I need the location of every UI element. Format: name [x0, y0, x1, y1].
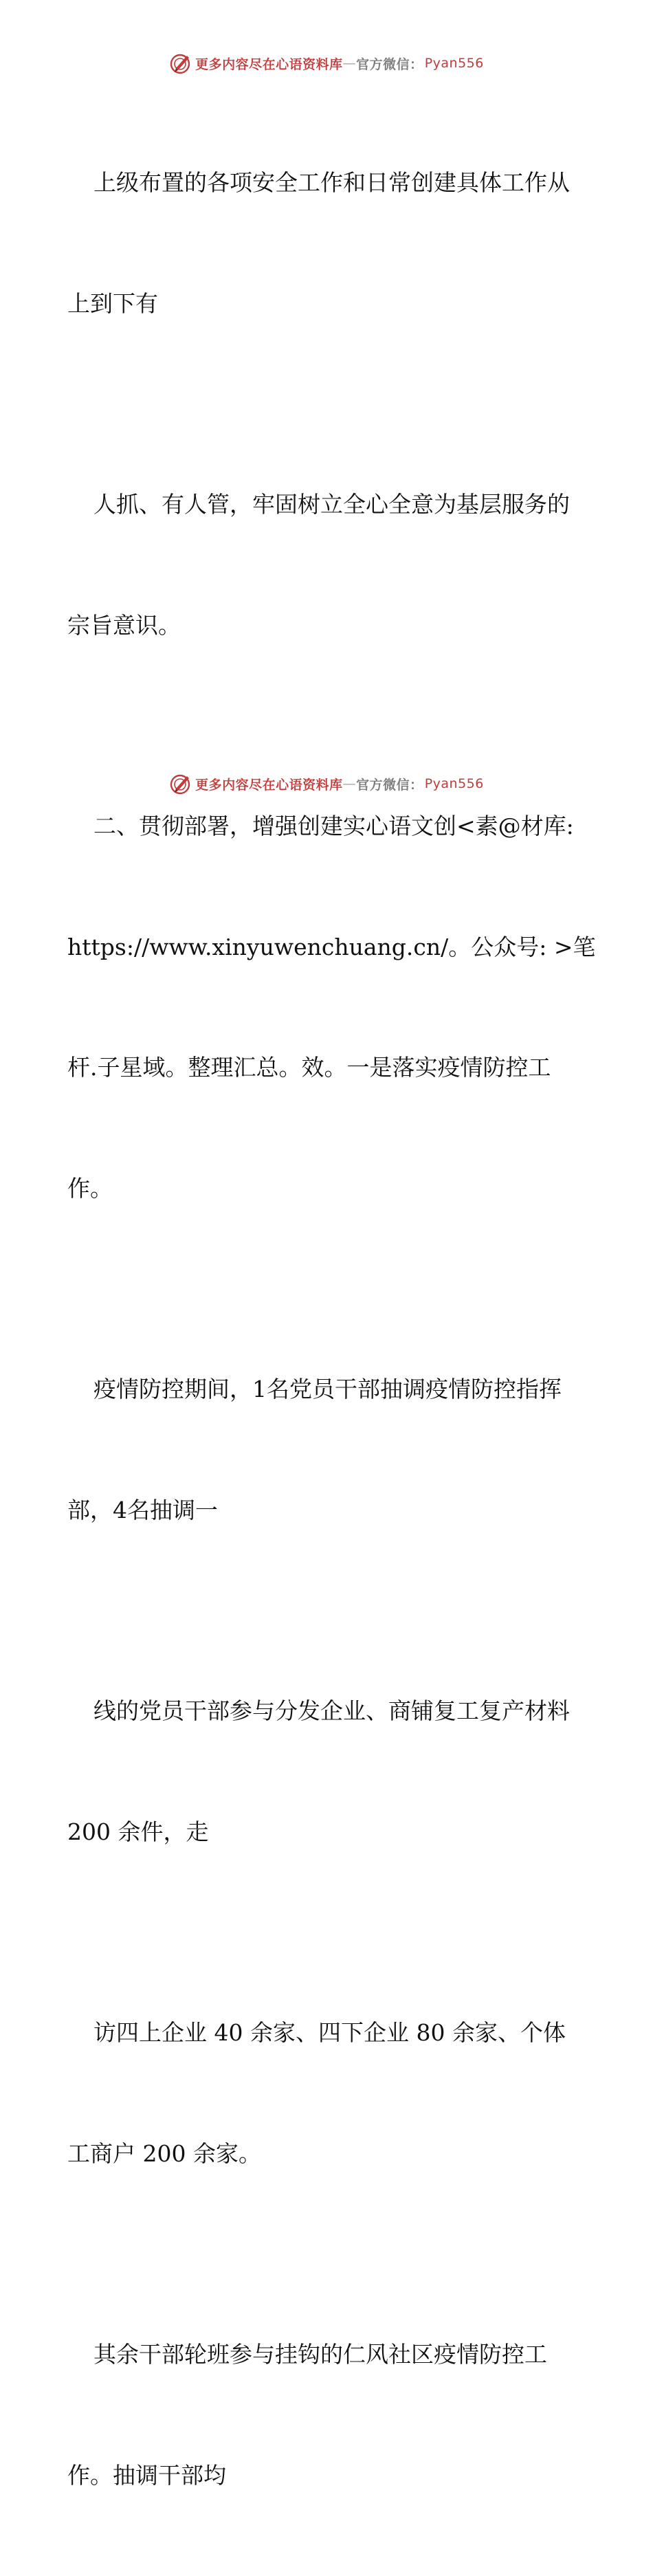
header-watermark [0, 49, 653, 77]
text-line: 工商户 200 余家。 [67, 2139, 261, 2167]
text-line: 部，4名抽调一 [67, 1496, 218, 1523]
document-body [67, 82, 597, 2576]
text-line: 线的党员干部参与分发企业、商铺复工复产材料 [93, 1697, 570, 1724]
paragraph [67, 2254, 597, 2576]
text-line: 作。 [67, 1174, 113, 1202]
paragraph [67, 1933, 597, 2254]
watermark-official-label: 官方微信： [356, 56, 423, 72]
text-line: 上到下有 [67, 289, 158, 317]
text-line: https://www.xinyuwenchuang.cn/。公众号: >笔 [67, 933, 596, 960]
text-line: 访四上企业 40 余家、四下企业 80 余家、个体 [93, 2019, 566, 2046]
paragraph [67, 82, 597, 404]
watermark-brand: 更多内容尽在心语资料库 [195, 777, 343, 793]
paragraph [67, 726, 597, 1289]
text-line: 其余干部轮班参与挂钩的仁风社区疫情防控工 [93, 2341, 547, 2368]
watermark-dash: — [342, 56, 357, 71]
text-line: 人抓、有人管，牢固树立全心全意为基层服务的 [93, 491, 570, 518]
text-line: 疫情防控期间，1名党员干部抽调疫情防控指挥 [93, 1376, 562, 1402]
pen-logo-icon [169, 772, 192, 795]
paragraph [67, 1289, 597, 1611]
paragraph [67, 404, 597, 726]
watermark-dash: — [342, 776, 357, 791]
watermark-wechat-id: Pyan556 [424, 776, 484, 791]
text-line: 作。抽调干部均 [67, 2461, 226, 2489]
footer-watermark [0, 770, 653, 797]
watermark-brand: 更多内容尽在心语资料库 [195, 56, 343, 72]
text-line: 200 余件，走 [67, 1818, 209, 1845]
text-line: 上级布置的各项安全工作和日常创建具体工作从 [93, 169, 570, 196]
paragraph [67, 1611, 597, 1933]
watermark-wechat-id: Pyan556 [424, 56, 484, 71]
text-line: 杆.子星域。整理汇总。效。一是落实疫情防控工 [67, 1054, 551, 1081]
text-line: 宗旨意识。 [67, 611, 181, 639]
pen-logo-icon [169, 52, 192, 75]
text-line: 二、贯彻部署，增强创建实心语文创<素@材库: [93, 813, 574, 839]
watermark-official-label: 官方微信： [356, 777, 423, 793]
